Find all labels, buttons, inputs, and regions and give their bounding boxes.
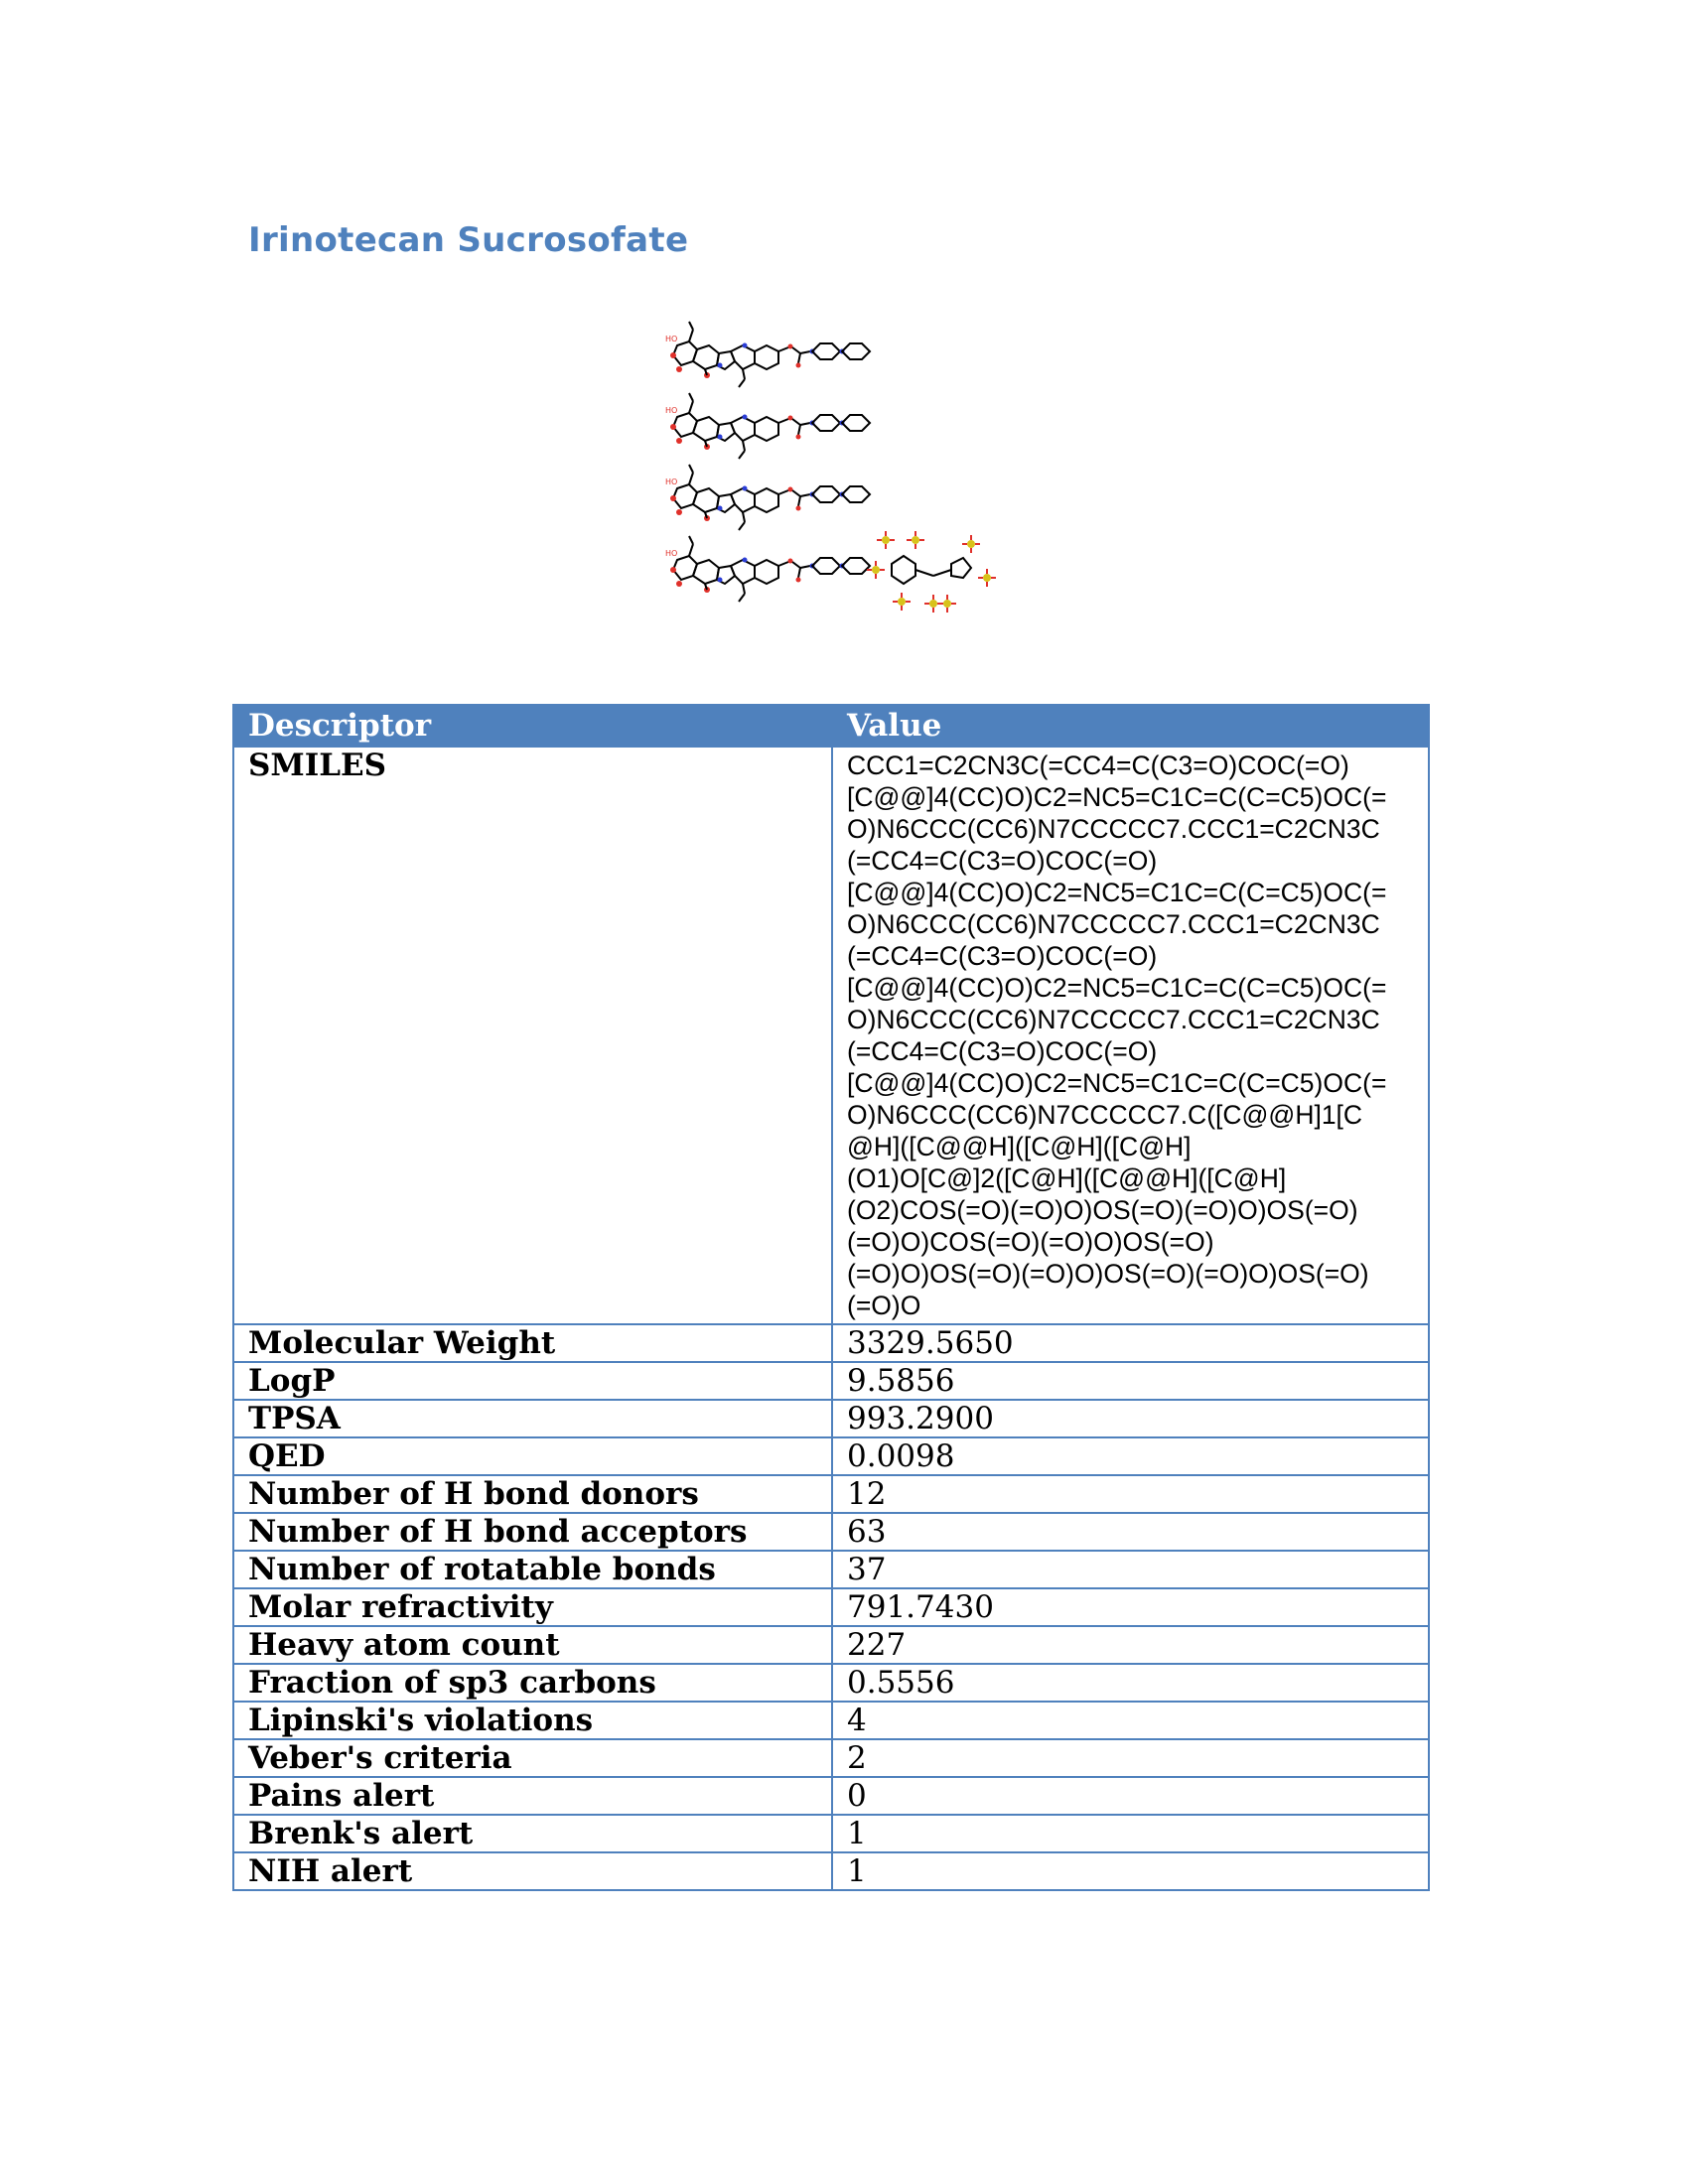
smiles-line: [C@@]4(CC)O)C2=NC5=C1C=C(C=C5)OC(=	[847, 973, 1387, 1003]
row-value: 1	[832, 1852, 1429, 1890]
row-label: Number of rotatable bonds	[233, 1551, 832, 1588]
row-label: Fraction of sp3 carbons	[233, 1664, 832, 1702]
smiles-line: [C@@]4(CC)O)C2=NC5=C1C=C(C=C5)OC(=	[847, 878, 1387, 907]
smiles-line: (=O)O)COS(=O)(=O)O)OS(=O)	[847, 1227, 1214, 1257]
header-descriptor: Descriptor	[233, 705, 832, 747]
table-row	[233, 1626, 1429, 1664]
row-value: 12	[832, 1475, 1429, 1513]
row-label: Heavy atom count	[233, 1626, 832, 1664]
smiles-line: (=O)O)OS(=O)(=O)O)OS(=O)(=O)O)OS(=O)	[847, 1259, 1369, 1289]
row-value: 1	[832, 1815, 1429, 1852]
table-row	[233, 1588, 1429, 1626]
smiles-line: (O1)O[C@]2([C@H]([C@@H]([C@H]	[847, 1163, 1287, 1193]
row-value: 993.2900	[832, 1400, 1429, 1437]
row-value: 9.5856	[832, 1362, 1429, 1400]
row-label: SMILES	[233, 747, 832, 1324]
row-label: Number of H bond donors	[233, 1475, 832, 1513]
row-label: Number of H bond acceptors	[233, 1513, 832, 1551]
row-value: 37	[832, 1551, 1429, 1588]
smiles-line: @H]([C@@H]([C@H]([C@H]	[847, 1132, 1192, 1161]
row-label: Brenk's alert	[233, 1815, 832, 1852]
table-header-row	[233, 705, 1429, 747]
smiles-line: O)N6CCC(CC6)N7CCCCC7.C([C@@H]1[C	[847, 1100, 1363, 1130]
smiles-line: [C@@]4(CC)O)C2=NC5=C1C=C(C=C5)OC(=	[847, 782, 1387, 812]
row-label: TPSA	[233, 1400, 832, 1437]
table-row	[233, 1551, 1429, 1588]
smiles-line: (=O)O	[847, 1291, 921, 1320]
row-label: NIH alert	[233, 1852, 832, 1890]
row-label: Pains alert	[233, 1777, 832, 1815]
table-row-smiles	[233, 747, 1429, 1324]
row-label: Molar refractivity	[233, 1588, 832, 1626]
smiles-line: (=CC4=C(C3=O)COC(=O)	[847, 846, 1158, 876]
table-row	[233, 1664, 1429, 1702]
row-value: 4	[832, 1702, 1429, 1739]
row-value: 3329.5650	[832, 1324, 1429, 1362]
row-value: 0.5556	[832, 1664, 1429, 1702]
smiles-line: CCC1=C2CN3C(=CC4=C(C3=O)COC(=O)	[847, 751, 1349, 780]
smiles-line: (O2)COS(=O)(=O)O)OS(=O)(=O)O)OS(=O)	[847, 1195, 1358, 1225]
smiles-line: O)N6CCC(CC6)N7CCCCC7.CCC1=C2CN3C	[847, 814, 1380, 844]
table-row	[233, 1777, 1429, 1815]
table-row	[233, 1739, 1429, 1777]
row-label: Lipinski's violations	[233, 1702, 832, 1739]
table-row	[233, 1324, 1429, 1362]
row-value: 227	[832, 1626, 1429, 1664]
molecule-structure-image: HO	[655, 316, 1043, 633]
row-value: 63	[832, 1513, 1429, 1551]
row-label: Veber's criteria	[233, 1739, 832, 1777]
table-row	[233, 1362, 1429, 1400]
smiles-value	[832, 747, 1429, 1324]
row-value: 2	[832, 1739, 1429, 1777]
table-row	[233, 1702, 1429, 1739]
table-row	[233, 1852, 1429, 1890]
table-row	[233, 1815, 1429, 1852]
header-value: Value	[832, 705, 1429, 747]
row-value: 0.0098	[832, 1437, 1429, 1475]
row-label: Molecular Weight	[233, 1324, 832, 1362]
smiles-line: [C@@]4(CC)O)C2=NC5=C1C=C(C=C5)OC(=	[847, 1068, 1387, 1098]
table-row	[233, 1475, 1429, 1513]
descriptor-table	[232, 704, 1430, 1891]
row-value: 791.7430	[832, 1588, 1429, 1626]
table-row	[233, 1400, 1429, 1437]
table-row	[233, 1513, 1429, 1551]
smiles-line: (=CC4=C(C3=O)COC(=O)	[847, 941, 1158, 971]
page-title: Irinotecan Sucrosofate	[248, 220, 689, 260]
smiles-line: (=CC4=C(C3=O)COC(=O)	[847, 1036, 1158, 1066]
row-label: LogP	[233, 1362, 832, 1400]
row-value: 0	[832, 1777, 1429, 1815]
row-label: QED	[233, 1437, 832, 1475]
table-row	[233, 1437, 1429, 1475]
smiles-line: O)N6CCC(CC6)N7CCCCC7.CCC1=C2CN3C	[847, 909, 1380, 939]
smiles-line: O)N6CCC(CC6)N7CCCCC7.CCC1=C2CN3C	[847, 1005, 1380, 1034]
